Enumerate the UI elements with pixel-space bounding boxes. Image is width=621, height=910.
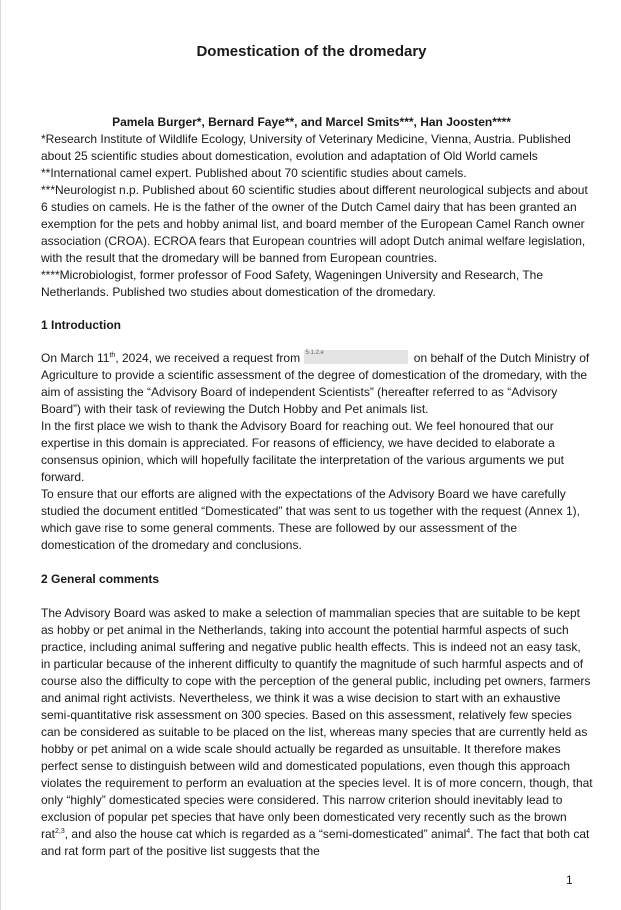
section-heading-introduction: 1 Introduction [41, 318, 121, 332]
intro-paragraph-2: In the first place we wish to thank the Advisory Board for reaching out. We feel honoured that our expertise in this domain is appreciated. For reasons of efficiency, we have decided to elaborate a consensus opinion, which will hopefully facilitate the interpretation of the various arguments we put forward. [41, 419, 564, 484]
general-paragraph-1 [41, 605, 593, 860]
affiliation-1: *Research Institute of Wildlife Ecology, University of Veterinary Medicine, Vienna, Austria. Published about 25 scientific studies about domestication, evolution and adaptation of Old World camels [41, 132, 571, 163]
document-title: Domestication of the dromedary [196, 43, 427, 60]
affiliation-4: ****Microbiologist, former professor of Food Safety, Wageningen University and Research, The Netherlands. Published two studies about domestication of the dromedary. [41, 268, 544, 299]
page-number: 1 [566, 873, 573, 887]
general-text-b: , and also the house cat which is regarded as a “semi-domesticated” animal [64, 827, 467, 841]
intro-text-end: on behalf of the Dutch Ministry of Agriculture to provide a scientific assessment of the degree of domestication of the dromedary, with the aim of assisting the “Advisory Board of independent Scientists” (hereafter referred to as “Advisory Board”) with their task of reviewing the Dutch Hobby and Pet animals list. [41, 351, 590, 416]
general-comments-section [41, 605, 593, 860]
footnote-ref-4: 4 [466, 828, 471, 835]
section-heading-general-comments: 2 General comments [41, 572, 160, 586]
ordinal-suffix: th [109, 352, 116, 359]
general-text-c: . The fact that both cat and rat form part of the positive list suggests that the [41, 827, 590, 858]
footnote-ref-2-3: 2,3 [55, 828, 65, 835]
intro-text-middle: , 2024, we received a request from [115, 351, 301, 365]
redacted-name-box [304, 350, 408, 364]
general-text-a: The Advisory Board was asked to make a selection of mammalian species that are suitable to be kept as hobby or pet animal in the Netherlands, taking into account the potential harmful aspects of such practice, including animal suffering and negative public health effects. This is indeed not an easy task, in particular because of the inherent difficulty to quantify the magnitude of such harmful aspects and of course also the difficulty to cope with the perception of the general public, including pet owners, farmers and animal right activists. Nevertheless, we think it was a wise decision to start with an exhaustive semi-quantitative risk assessment on 300 species. Based on this assessment, relatively few species can be considered as suitable to be placed on the list, whereas many species that are currently held as hobby or pet animal on a wide scale should actually be regarded as unsuitable. It therefore makes perfect sense to distinguish between wild and domesticated populations, even though this approach violates the requirement to perform an evaluation at the species level. It is of more concern, though, that only “highly” domesticated species were considered. This narrow criterion should inevitably lead to exclusion of popular pet species that have only been domesticated very recently such as the brown rat [41, 606, 593, 841]
intro-paragraph-3: To ensure that our efforts are aligned with the expectations of the Advisory Board we have carefully studied the document entitled “Domesticated” that was sent to us together with the request (Annex 1), which gave rise to some general comments. These are followed by our assessment of the domestication of the dromedary and conclusions. [41, 487, 580, 552]
introduction-section [41, 350, 593, 554]
intro-paragraph-1 [41, 350, 593, 418]
affiliation-3: ***Neurologist n.p. Published about 60 scientific studies about different neurological subjects and about 6 studies on camels. He is the father of the owner of the Dutch Camel dairy that has been granted an exemption for the pets and hobby animal list, and board member of the European Camel Ranch owner association (CROA). ECROA fears that European countries will adopt Dutch animal welfare legislation, with the result that the dromedary will be banned from European countries. [41, 183, 588, 265]
intro-text-start: On March 11 [41, 351, 110, 365]
redaction-code: 5.1.2.e [305, 350, 324, 356]
author-line: Pamela Burger*, Bernard Faye**, and Marcel Smits***, Han Joosten**** [112, 115, 511, 129]
affiliations [41, 131, 593, 301]
affiliation-2: **International camel expert. Published about 70 scientific studies about camels. [41, 166, 467, 180]
